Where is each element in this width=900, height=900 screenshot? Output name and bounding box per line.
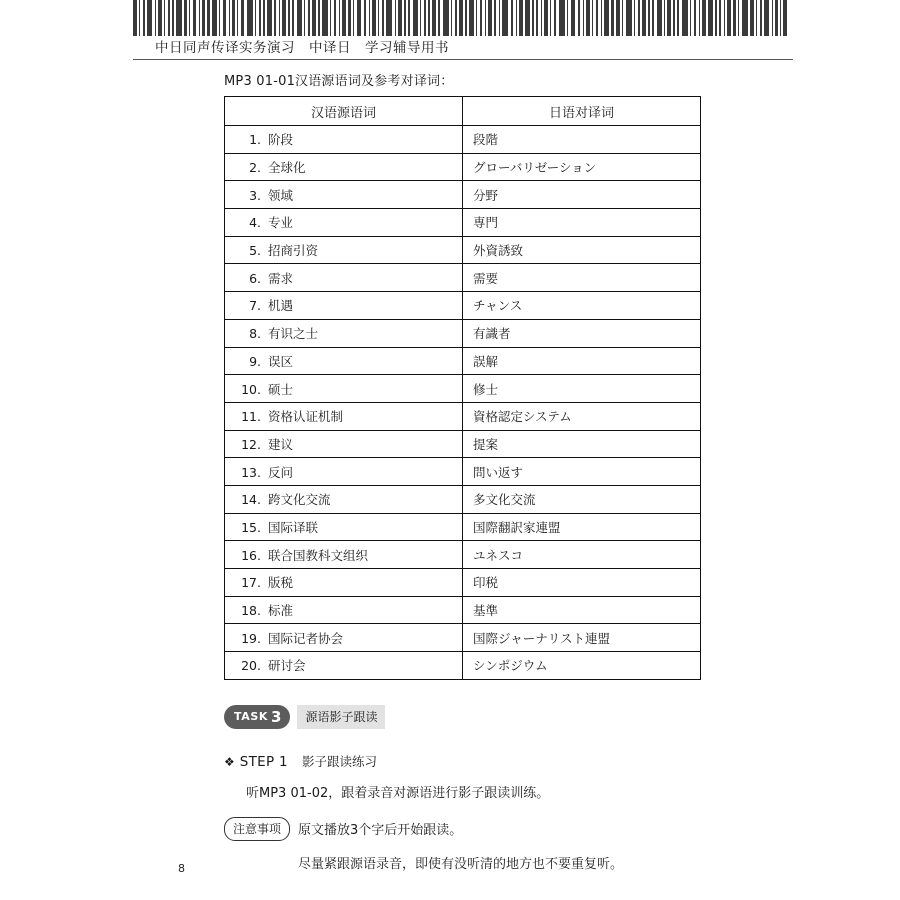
cell-target-word: 資格認定システム: [463, 402, 701, 430]
source-word-text: 国际记者协会: [268, 630, 344, 646]
barcode-bar: [386, 0, 392, 36]
barcode-bar: [308, 0, 310, 36]
step-heading: [224, 752, 700, 770]
cell-target-word: グローバリゼーション: [463, 153, 701, 181]
decorative-barcode-strip: [133, 0, 793, 36]
column-header-target: 日语对译词: [463, 97, 701, 126]
cell-source-word: [225, 236, 463, 264]
page-number: 8: [178, 862, 185, 875]
cell-source-word: [225, 458, 463, 486]
cell-target-word: 需要: [463, 264, 701, 292]
barcode-bar: [443, 0, 449, 36]
cell-source-word: [225, 347, 463, 375]
cell-source-word: [225, 430, 463, 458]
step-subtitle: 影子跟读练习: [301, 753, 377, 769]
barcode-bar: [708, 0, 713, 36]
row-index: 20.: [241, 658, 261, 674]
row-index: 5.: [249, 243, 261, 259]
barcode-bar: [667, 0, 671, 36]
barcode-bar: [764, 0, 769, 36]
cell-source-word: [225, 375, 463, 403]
barcode-bar: [592, 0, 593, 36]
row-index: 12.: [241, 436, 261, 452]
barcode-bar: [292, 0, 294, 36]
barcode-bar: [424, 0, 426, 36]
page-content: [224, 70, 700, 872]
row-index: 11.: [241, 409, 261, 425]
barcode-bar: [330, 0, 331, 36]
barcode-bar: [702, 0, 706, 36]
barcode-bar: [677, 0, 679, 36]
barcode-bar: [499, 0, 500, 36]
barcode-bar: [469, 0, 474, 36]
barcode-bar: [255, 0, 256, 36]
barcode-bar: [193, 0, 197, 36]
barcode-bar: [267, 0, 272, 36]
table-body: [225, 126, 701, 680]
barcode-bar: [622, 0, 623, 36]
barcode-bar: [322, 0, 328, 36]
barcode-bar: [263, 0, 264, 36]
barcode-bar: [348, 0, 350, 36]
barcode-bar: [184, 0, 186, 36]
barcode-bar: [229, 0, 230, 36]
barcode-bar: [511, 0, 513, 36]
source-word-text: 国际译联: [268, 519, 319, 535]
table-row: [225, 292, 701, 320]
cell-source-word: [225, 153, 463, 181]
instruction-text: 听MP3 01-02，跟着录音对源语进行影子跟读训练。: [246, 785, 550, 801]
barcode-bar: [459, 0, 463, 36]
source-word-text: 标准: [268, 603, 294, 619]
table-row: [225, 485, 701, 513]
cell-target-word: 多文化交流: [463, 485, 701, 513]
table-row: [225, 236, 701, 264]
source-word-text: 建议: [268, 436, 294, 452]
barcode-bar: [232, 0, 234, 36]
barcode-bar: [578, 0, 580, 36]
table-row: [225, 153, 701, 181]
barcode-bar: [634, 0, 635, 36]
barcode-bar: [715, 0, 716, 36]
source-word-text: 资格认证机制: [268, 409, 344, 425]
task-badge-word: TASK: [234, 710, 269, 724]
barcode-bar: [164, 0, 165, 36]
cell-target-word: 国際翻訳家連盟: [463, 513, 701, 541]
table-row: [225, 569, 701, 597]
row-index: 18.: [241, 603, 261, 619]
barcode-bar: [259, 0, 261, 36]
barcode-bar: [455, 0, 457, 36]
cell-target-word: 外資誘致: [463, 236, 701, 264]
source-word-text: 全球化: [268, 160, 306, 176]
cell-source-word: [225, 402, 463, 430]
cell-target-word: シンポジウム: [463, 652, 701, 680]
cell-target-word: 有識者: [463, 319, 701, 347]
barcode-bar: [372, 0, 376, 36]
barcode-bar: [241, 0, 245, 36]
barcode-bar: [480, 0, 482, 36]
barcode-bar: [648, 0, 649, 36]
row-index: 3.: [249, 187, 261, 203]
barcode-bar: [279, 0, 280, 36]
barcode-bar: [571, 0, 576, 36]
note-block: [224, 817, 700, 872]
diamond-bullet-icon: ❖: [224, 754, 235, 769]
barcode-bar: [554, 0, 556, 36]
barcode-bar: [750, 0, 754, 36]
barcode-bar: [742, 0, 748, 36]
row-index: 13.: [241, 464, 261, 480]
row-index: 19.: [241, 630, 261, 646]
barcode-bar: [199, 0, 200, 36]
step-title: STEP 1: [239, 753, 288, 770]
barcode-bar: [451, 0, 452, 36]
table-row: [225, 624, 701, 652]
task-title: 源语影子跟读: [297, 705, 385, 729]
cell-source-word: [225, 126, 463, 154]
barcode-bar: [690, 0, 691, 36]
table-header-row: [225, 97, 701, 126]
cell-source-word: [225, 292, 463, 320]
barcode-bar: [247, 0, 253, 36]
barcode-bar: [176, 0, 182, 36]
cell-target-word: 修士: [463, 375, 701, 403]
barcode-bar: [657, 0, 662, 36]
barcode-bar: [583, 0, 584, 36]
barcode-bar: [596, 0, 598, 36]
cell-source-word: [225, 181, 463, 209]
table-row: [225, 264, 701, 292]
barcode-bar: [357, 0, 362, 36]
barcode-bar: [567, 0, 568, 36]
row-index: 15.: [241, 519, 261, 535]
source-word-text: 研讨会: [268, 658, 306, 674]
barcode-bar: [223, 0, 227, 36]
barcode-bar: [652, 0, 654, 36]
source-word-text: 需求: [268, 270, 294, 286]
cell-source-word: [225, 319, 463, 347]
table-row: [225, 209, 701, 237]
barcode-bar: [353, 0, 354, 36]
barcode-bar: [536, 0, 538, 36]
task-badge-number: 3: [271, 707, 282, 726]
cell-target-word: 誤解: [463, 347, 701, 375]
barcode-bar: [611, 0, 613, 36]
table-row: [225, 375, 701, 403]
barcode-bar: [158, 0, 162, 36]
row-index: 14.: [241, 492, 261, 508]
cell-target-word: 国際ジャーナリスト連盟: [463, 624, 701, 652]
barcode-bar: [604, 0, 609, 36]
barcode-bar: [699, 0, 700, 36]
barcode-bar: [550, 0, 551, 36]
table-row: [225, 541, 701, 569]
barcode-bar: [342, 0, 346, 36]
barcode-bar: [727, 0, 731, 36]
table-row: [225, 458, 701, 486]
barcode-bar: [682, 0, 688, 36]
cell-source-word: [225, 209, 463, 237]
barcode-bar: [719, 0, 721, 36]
barcode-bar: [413, 0, 418, 36]
barcode-bar: [626, 0, 632, 36]
barcode-bar: [312, 0, 316, 36]
source-word-text: 机遇: [268, 298, 294, 314]
barcode-bar: [772, 0, 773, 36]
cell-source-word: [225, 652, 463, 680]
note-line-1: 原文播放3个字后开始跟读。: [298, 823, 463, 839]
barcode-bar: [516, 0, 517, 36]
cell-target-word: 提案: [463, 430, 701, 458]
source-word-text: 招商引资: [268, 243, 319, 259]
barcode-bar: [502, 0, 508, 36]
row-index: 8.: [249, 326, 261, 342]
barcode-bar: [172, 0, 173, 36]
barcode-bar: [428, 0, 429, 36]
cell-target-word: 専門: [463, 209, 701, 237]
barcode-bar: [219, 0, 220, 36]
barcode-bar: [544, 0, 548, 36]
barcode-bar: [369, 0, 370, 36]
table-row: [225, 126, 701, 154]
barcode-bar: [382, 0, 384, 36]
barcode-bar: [202, 0, 204, 36]
barcode-bar: [733, 0, 735, 36]
row-index: 16.: [241, 547, 261, 563]
barcode-bar: [616, 0, 620, 36]
barcode-bar: [395, 0, 396, 36]
source-word-text: 专业: [268, 215, 294, 231]
barcode-bar: [139, 0, 140, 36]
cell-target-word: 段階: [463, 126, 701, 154]
barcode-bar: [724, 0, 725, 36]
vocabulary-table: [224, 96, 701, 680]
task-badge: [224, 705, 290, 729]
cell-target-word: 印税: [463, 569, 701, 597]
barcode-bar: [155, 0, 156, 36]
barcode-bar: [432, 0, 436, 36]
row-index: 4.: [249, 215, 261, 231]
cell-source-word: [225, 541, 463, 569]
row-index: 1.: [249, 132, 261, 148]
barcode-bar: [738, 0, 739, 36]
barcode-bar: [318, 0, 319, 36]
source-word-text: 领域: [268, 187, 294, 203]
barcode-bar: [282, 0, 286, 36]
cell-target-word: 分野: [463, 181, 701, 209]
cell-source-word: [225, 513, 463, 541]
barcode-bar: [694, 0, 696, 36]
barcode-bar: [783, 0, 787, 36]
row-index: 7.: [249, 298, 261, 314]
barcode-bar: [541, 0, 542, 36]
source-word-text: 联合国教科文组织: [268, 547, 369, 563]
barcode-bar: [237, 0, 238, 36]
barcode-bar: [288, 0, 289, 36]
table-row: [225, 347, 701, 375]
barcode-bar: [133, 0, 137, 36]
barcode-bar: [664, 0, 665, 36]
barcode-bar: [780, 0, 781, 36]
task-heading: [224, 704, 700, 730]
cell-source-word: [225, 624, 463, 652]
barcode-bar: [488, 0, 492, 36]
barcode-bar: [525, 0, 530, 36]
barcode-bar: [168, 0, 170, 36]
cell-target-word: ユネスコ: [463, 541, 701, 569]
column-header-source: 汉语源语词: [225, 97, 463, 126]
source-word-text: 跨文化交流: [268, 492, 331, 508]
barcode-bar: [760, 0, 762, 36]
barcode-bar: [408, 0, 410, 36]
source-word-text: 有识之士: [268, 326, 319, 342]
table-row: [225, 402, 701, 430]
table-row: [225, 181, 701, 209]
barcode-bar: [364, 0, 366, 36]
barcode-bar: [378, 0, 379, 36]
source-word-text: 误区: [268, 353, 294, 369]
table-row: [225, 319, 701, 347]
barcode-bar: [334, 0, 336, 36]
cell-target-word: チャンス: [463, 292, 701, 320]
barcode-bar: [601, 0, 602, 36]
row-index: 17.: [241, 575, 261, 591]
note-line-2: 尽量紧跟源语录音，即使有没听清的地方也不要重复听。: [298, 856, 624, 872]
barcode-bar: [339, 0, 340, 36]
barcode-bar: [638, 0, 640, 36]
note-tag: 注意事项: [224, 817, 290, 841]
cell-source-word: [225, 596, 463, 624]
table-row: [225, 652, 701, 680]
row-index: 6.: [249, 270, 261, 286]
barcode-bar: [143, 0, 145, 36]
source-word-text: 反问: [268, 464, 294, 480]
barcode-bar: [756, 0, 757, 36]
table-caption: MP3 01-01汉语源语词及参考对译词：: [224, 74, 454, 89]
barcode-bar: [476, 0, 477, 36]
cell-source-word: [225, 569, 463, 597]
barcode-bar: [775, 0, 777, 36]
barcode-bar: [398, 0, 402, 36]
barcode-bar: [304, 0, 305, 36]
barcode-bar: [559, 0, 565, 36]
barcode-bar: [673, 0, 674, 36]
barcode-bar: [404, 0, 405, 36]
source-word-text: 硕士: [268, 381, 294, 397]
row-index: 9.: [249, 353, 261, 369]
barcode-bar: [207, 0, 209, 36]
barcode-bar: [494, 0, 496, 36]
source-word-text: 阶段: [268, 132, 294, 148]
barcode-bar: [532, 0, 533, 36]
table-row: [225, 430, 701, 458]
page-header: [133, 36, 793, 60]
row-index: 2.: [249, 160, 261, 176]
table-row: [225, 596, 701, 624]
barcode-bar: [420, 0, 421, 36]
cell-target-word: 問い返す: [463, 458, 701, 486]
running-title: 中日同声传译实务演习 中译日 学习辅导用书: [155, 40, 449, 56]
barcode-bar: [212, 0, 217, 36]
source-word-text: 版税: [268, 575, 294, 591]
cell-target-word: 基準: [463, 596, 701, 624]
barcode-bar: [438, 0, 440, 36]
barcode-bar: [297, 0, 302, 36]
barcode-bar: [274, 0, 276, 36]
cell-source-word: [225, 485, 463, 513]
table-row: [225, 513, 701, 541]
row-index: 10.: [241, 381, 261, 397]
barcode-bar: [147, 0, 152, 36]
barcode-bar: [465, 0, 466, 36]
barcode-bar: [586, 0, 590, 36]
barcode-bar: [189, 0, 190, 36]
note-first-line: [224, 817, 700, 841]
barcode-bar: [485, 0, 486, 36]
barcode-bar: [519, 0, 523, 36]
cell-source-word: [225, 264, 463, 292]
barcode-bar: [642, 0, 646, 36]
